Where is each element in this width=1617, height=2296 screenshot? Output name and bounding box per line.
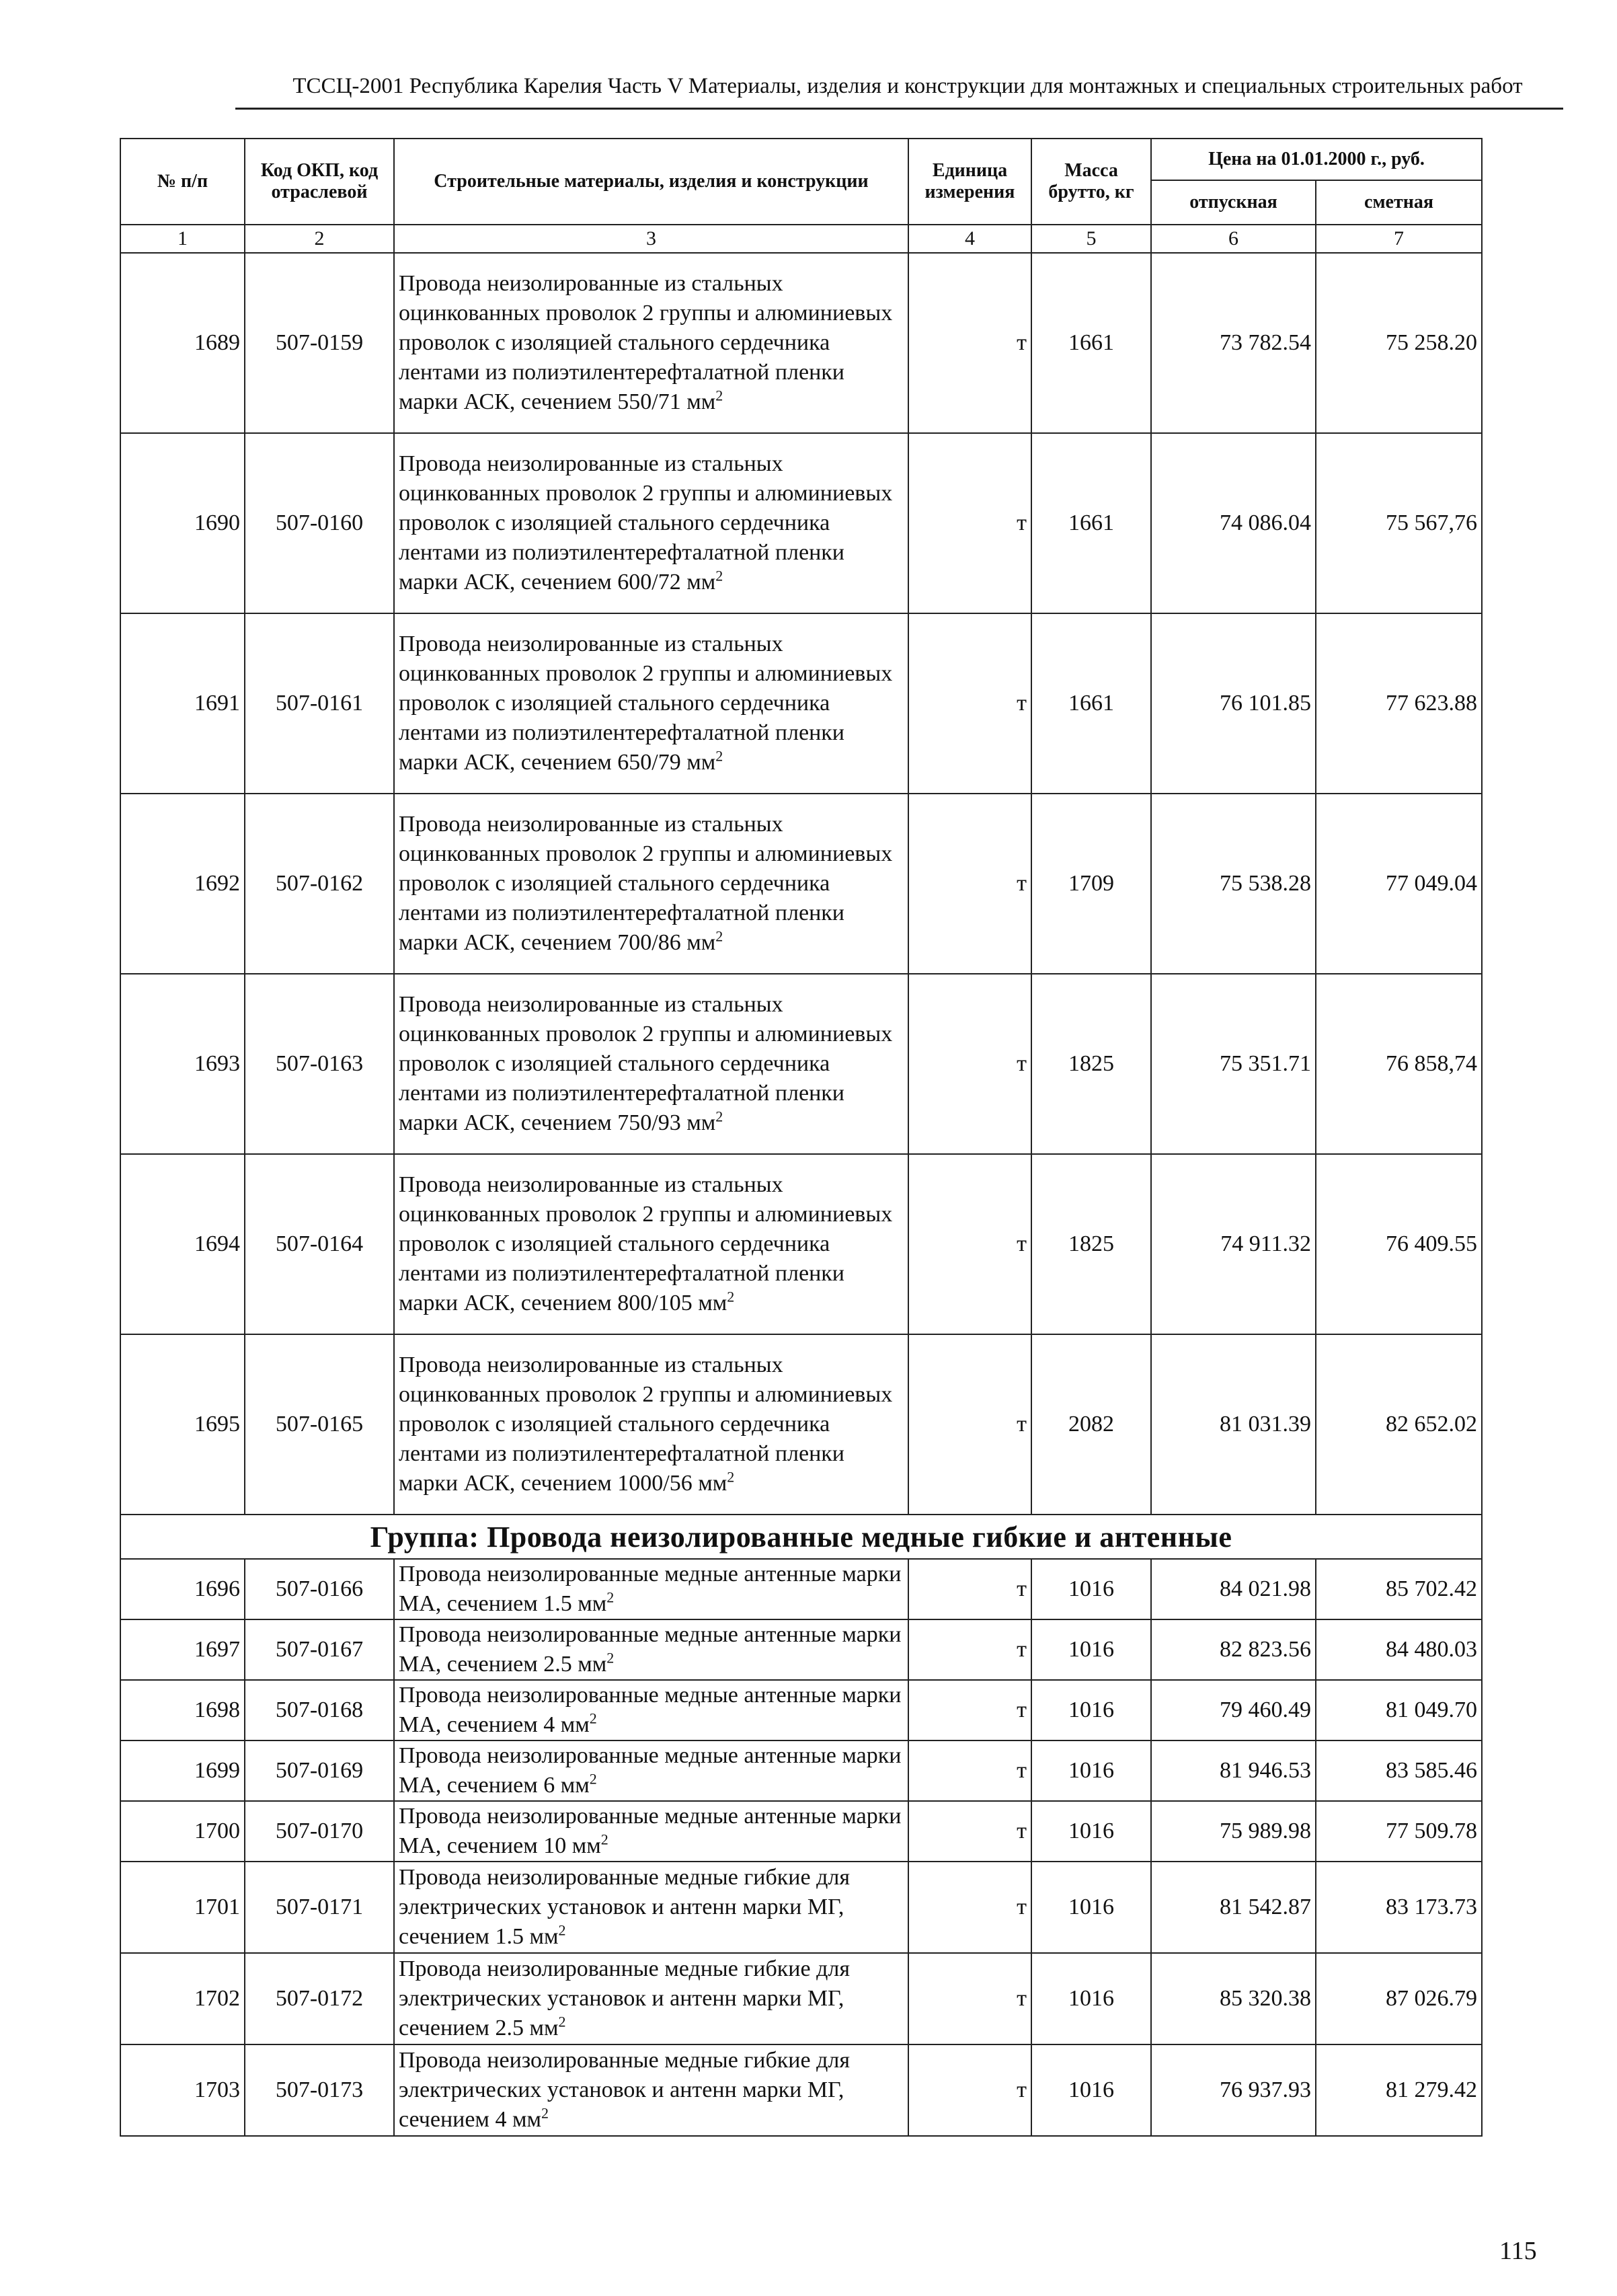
item-description bbox=[394, 794, 908, 974]
superscript: 2 bbox=[715, 747, 723, 765]
table-body bbox=[120, 253, 1482, 2136]
price-table bbox=[120, 138, 1483, 2137]
item-code: 507-0162 bbox=[245, 794, 394, 974]
column-number: 6 bbox=[1151, 225, 1316, 253]
item-code: 507-0169 bbox=[245, 1740, 394, 1801]
item-description bbox=[394, 1559, 908, 1619]
item-description-text: Провода неизолированные медные гибкие для электрических установок и антенн марки МГ, сечением 1.5 мм bbox=[399, 1865, 850, 1949]
superscript: 2 bbox=[727, 1468, 735, 1486]
item-price-release: 75 351.71 bbox=[1151, 974, 1316, 1154]
superscript: 2 bbox=[606, 1589, 615, 1606]
item-price-estimate: 81 049.70 bbox=[1316, 1680, 1482, 1740]
item-mass: 1661 bbox=[1031, 613, 1151, 794]
col-header-price-release: отпускная bbox=[1151, 180, 1316, 225]
item-mass: 1825 bbox=[1031, 1154, 1151, 1334]
item-description-text: Провода неизолированные медные гибкие для электрических установок и антенн марки МГ, сечением 4 мм bbox=[399, 2048, 850, 2132]
item-description-text: Провода неизолированные медные антенные марки МА, сечением 4 мм bbox=[399, 1683, 902, 1737]
item-code: 507-0172 bbox=[245, 1953, 394, 2044]
item-mass: 1016 bbox=[1031, 1619, 1151, 1680]
superscript: 2 bbox=[541, 2104, 549, 2122]
item-price-release: 73 782.54 bbox=[1151, 253, 1316, 433]
table-row bbox=[120, 253, 1482, 433]
page-header: ТССЦ-2001 Республика Карелия Часть V Материалы, изделия и конструкции для монтажных и специальных строительных работ bbox=[292, 74, 1523, 98]
group-row bbox=[120, 1515, 1482, 1559]
item-price-release: 75 538.28 bbox=[1151, 794, 1316, 974]
table-row bbox=[120, 1334, 1482, 1515]
table-row bbox=[120, 1953, 1482, 2044]
table-row bbox=[120, 794, 1482, 974]
item-description-text: Провода неизолированные из стальных оцинкованных проволок 2 группы и алюминиевых проволок с изоляцией стального сердечника лентами из полиэтилентерефталатной пленки марки АСК, сечением 700/86 мм bbox=[399, 812, 893, 955]
item-description bbox=[394, 1740, 908, 1801]
table-row bbox=[120, 1862, 1482, 1953]
header-rule bbox=[235, 108, 1563, 110]
item-number: 1689 bbox=[120, 253, 245, 433]
item-code: 507-0171 bbox=[245, 1862, 394, 1953]
group-title: Группа: Провода неизолированные медные гибкие и антенные bbox=[120, 1515, 1482, 1559]
column-number-row bbox=[120, 225, 1482, 253]
item-price-estimate: 83 585.46 bbox=[1316, 1740, 1482, 1801]
superscript: 2 bbox=[558, 1921, 566, 1939]
item-number: 1701 bbox=[120, 1862, 245, 1953]
item-number: 1693 bbox=[120, 974, 245, 1154]
item-description bbox=[394, 1862, 908, 1953]
item-code: 507-0163 bbox=[245, 974, 394, 1154]
column-number: 5 bbox=[1031, 225, 1151, 253]
item-number: 1699 bbox=[120, 1740, 245, 1801]
superscript: 2 bbox=[589, 1770, 597, 1788]
item-description-text: Провода неизолированные из стальных оцинкованных проволок 2 группы и алюминиевых проволок с изоляцией стального сердечника лентами из полиэтилентерефталатной пленки марки АСК, сечением 600/72 мм bbox=[399, 451, 893, 595]
item-price-estimate: 85 702.42 bbox=[1316, 1559, 1482, 1619]
item-description-text: Провода неизолированные из стальных оцинкованных проволок 2 группы и алюминиевых проволок с изоляцией стального сердечника лентами из полиэтилентерефталатной пленки марки АСК, сечением 550/71 мм bbox=[399, 271, 893, 414]
superscript: 2 bbox=[600, 1831, 608, 1848]
item-unit: т bbox=[908, 1334, 1031, 1515]
superscript: 2 bbox=[715, 1108, 723, 1125]
item-code: 507-0170 bbox=[245, 1801, 394, 1862]
column-number: 2 bbox=[245, 225, 394, 253]
item-mass: 1825 bbox=[1031, 974, 1151, 1154]
item-description-text: Провода неизолированные медные гибкие для электрических установок и антенн марки МГ, сечением 2.5 мм bbox=[399, 1956, 850, 2040]
item-number: 1700 bbox=[120, 1801, 245, 1862]
item-code: 507-0167 bbox=[245, 1619, 394, 1680]
item-price-estimate: 76 858,74 bbox=[1316, 974, 1482, 1154]
item-unit: т bbox=[908, 1680, 1031, 1740]
col-header-mass: Масса брутто, кг bbox=[1031, 139, 1151, 225]
superscript: 2 bbox=[558, 2013, 566, 2030]
item-description bbox=[394, 1619, 908, 1680]
item-description bbox=[394, 974, 908, 1154]
item-unit: т bbox=[908, 1619, 1031, 1680]
item-code: 507-0166 bbox=[245, 1559, 394, 1619]
col-header-unit: Единица измерения bbox=[908, 139, 1031, 225]
item-price-estimate: 75 567,76 bbox=[1316, 433, 1482, 613]
item-code: 507-0161 bbox=[245, 613, 394, 794]
item-code: 507-0173 bbox=[245, 2044, 394, 2136]
table-row bbox=[120, 1801, 1482, 1862]
item-price-release: 75 989.98 bbox=[1151, 1801, 1316, 1862]
item-unit: т bbox=[908, 1559, 1031, 1619]
table-row bbox=[120, 1154, 1482, 1334]
table-row bbox=[120, 613, 1482, 794]
col-header-price-group: Цена на 01.01.2000 г., руб. bbox=[1151, 139, 1482, 180]
item-unit: т bbox=[908, 1154, 1031, 1334]
item-mass: 1661 bbox=[1031, 433, 1151, 613]
column-number: 7 bbox=[1316, 225, 1482, 253]
item-price-release: 79 460.49 bbox=[1151, 1680, 1316, 1740]
column-number: 4 bbox=[908, 225, 1031, 253]
item-price-release: 74 911.32 bbox=[1151, 1154, 1316, 1334]
item-description-text: Провода неизолированные из стальных оцинкованных проволок 2 группы и алюминиевых проволок с изоляцией стального сердечника лентами из полиэтилентерефталатной пленки марки АСК, сечением 650/79 мм bbox=[399, 632, 893, 775]
item-number: 1702 bbox=[120, 1953, 245, 2044]
table-row bbox=[120, 2044, 1482, 2136]
item-description bbox=[394, 1801, 908, 1862]
item-description bbox=[394, 1334, 908, 1515]
item-price-estimate: 77 509.78 bbox=[1316, 1801, 1482, 1862]
superscript: 2 bbox=[715, 387, 723, 404]
table-row bbox=[120, 433, 1482, 613]
item-price-estimate: 83 173.73 bbox=[1316, 1862, 1482, 1953]
item-mass: 1016 bbox=[1031, 1740, 1151, 1801]
item-number: 1691 bbox=[120, 613, 245, 794]
col-header-name: Строительные материалы, изделия и конструкции bbox=[394, 139, 908, 225]
item-description-text: Провода неизолированные медные антенные марки МА, сечением 2.5 мм bbox=[399, 1622, 902, 1677]
item-price-release: 81 946.53 bbox=[1151, 1740, 1316, 1801]
item-number: 1697 bbox=[120, 1619, 245, 1680]
item-price-release: 76 937.93 bbox=[1151, 2044, 1316, 2136]
col-header-price-estimate: сметная bbox=[1316, 180, 1482, 225]
item-code: 507-0160 bbox=[245, 433, 394, 613]
item-number: 1690 bbox=[120, 433, 245, 613]
page-number: 115 bbox=[1499, 2237, 1537, 2265]
item-price-release: 84 021.98 bbox=[1151, 1559, 1316, 1619]
item-unit: т bbox=[908, 1862, 1031, 1953]
item-description-text: Провода неизолированные медные антенные марки МА, сечением 10 мм bbox=[399, 1804, 902, 1858]
item-code: 507-0159 bbox=[245, 253, 394, 433]
item-mass: 1016 bbox=[1031, 2044, 1151, 2136]
item-unit: т bbox=[908, 974, 1031, 1154]
item-mass: 1016 bbox=[1031, 1559, 1151, 1619]
item-price-release: 81 542.87 bbox=[1151, 1862, 1316, 1953]
superscript: 2 bbox=[715, 567, 723, 584]
superscript: 2 bbox=[606, 1649, 615, 1667]
item-description-text: Провода неизолированные из стальных оцинкованных проволок 2 группы и алюминиевых проволок с изоляцией стального сердечника лентами из полиэтилентерефталатной пленки марки АСК, сечением 1000/56 мм bbox=[399, 1352, 893, 1496]
item-mass: 2082 bbox=[1031, 1334, 1151, 1515]
item-unit: т bbox=[908, 2044, 1031, 2136]
item-number: 1695 bbox=[120, 1334, 245, 1515]
table-row bbox=[120, 1619, 1482, 1680]
table-row bbox=[120, 1680, 1482, 1740]
item-number: 1703 bbox=[120, 2044, 245, 2136]
item-unit: т bbox=[908, 1740, 1031, 1801]
item-description bbox=[394, 1680, 908, 1740]
superscript: 2 bbox=[727, 1288, 735, 1305]
item-description-text: Провода неизолированные из стальных оцинкованных проволок 2 группы и алюминиевых проволок с изоляцией стального сердечника лентами из полиэтилентерефталатной пленки марки АСК, сечением 750/93 мм bbox=[399, 992, 893, 1135]
item-price-estimate: 75 258.20 bbox=[1316, 253, 1482, 433]
item-price-release: 76 101.85 bbox=[1151, 613, 1316, 794]
item-mass: 1016 bbox=[1031, 1801, 1151, 1862]
item-price-release: 85 320.38 bbox=[1151, 1953, 1316, 2044]
table-row bbox=[120, 1559, 1482, 1619]
item-unit: т bbox=[908, 1801, 1031, 1862]
item-unit: т bbox=[908, 613, 1031, 794]
item-code: 507-0164 bbox=[245, 1154, 394, 1334]
item-description bbox=[394, 253, 908, 433]
item-description bbox=[394, 2044, 908, 2136]
item-price-estimate: 77 623.88 bbox=[1316, 613, 1482, 794]
item-description-text: Провода неизолированные из стальных оцинкованных проволок 2 группы и алюминиевых проволок с изоляцией стального сердечника лентами из полиэтилентерефталатной пленки марки АСК, сечением 800/105 мм bbox=[399, 1172, 893, 1315]
item-number: 1696 bbox=[120, 1559, 245, 1619]
item-number: 1698 bbox=[120, 1680, 245, 1740]
item-code: 507-0165 bbox=[245, 1334, 394, 1515]
item-price-estimate: 87 026.79 bbox=[1316, 1953, 1482, 2044]
item-description bbox=[394, 433, 908, 613]
col-header-code: Код ОКП, код отраслевой bbox=[245, 139, 394, 225]
table-header bbox=[120, 139, 1482, 253]
item-unit: т bbox=[908, 253, 1031, 433]
item-number: 1692 bbox=[120, 794, 245, 974]
item-description-text: Провода неизолированные медные антенные марки МА, сечением 1.5 мм bbox=[399, 1562, 902, 1616]
item-mass: 1016 bbox=[1031, 1953, 1151, 2044]
item-description-text: Провода неизолированные медные антенные марки МА, сечением 6 мм bbox=[399, 1743, 902, 1798]
item-price-release: 74 086.04 bbox=[1151, 433, 1316, 613]
item-mass: 1016 bbox=[1031, 1862, 1151, 1953]
item-number: 1694 bbox=[120, 1154, 245, 1334]
item-code: 507-0168 bbox=[245, 1680, 394, 1740]
item-mass: 1661 bbox=[1031, 253, 1151, 433]
item-unit: т bbox=[908, 433, 1031, 613]
column-number: 1 bbox=[120, 225, 245, 253]
item-price-estimate: 77 049.04 bbox=[1316, 794, 1482, 974]
item-price-estimate: 81 279.42 bbox=[1316, 2044, 1482, 2136]
item-description bbox=[394, 613, 908, 794]
item-unit: т bbox=[908, 1953, 1031, 2044]
table-row bbox=[120, 1740, 1482, 1801]
item-description bbox=[394, 1154, 908, 1334]
column-number: 3 bbox=[394, 225, 908, 253]
item-price-estimate: 76 409.55 bbox=[1316, 1154, 1482, 1334]
item-price-estimate: 84 480.03 bbox=[1316, 1619, 1482, 1680]
item-unit: т bbox=[908, 794, 1031, 974]
item-price-release: 81 031.39 bbox=[1151, 1334, 1316, 1515]
item-mass: 1709 bbox=[1031, 794, 1151, 974]
superscript: 2 bbox=[589, 1710, 597, 1727]
item-mass: 1016 bbox=[1031, 1680, 1151, 1740]
table-row bbox=[120, 974, 1482, 1154]
item-price-release: 82 823.56 bbox=[1151, 1619, 1316, 1680]
col-header-num: № п/п bbox=[120, 139, 245, 225]
item-description bbox=[394, 1953, 908, 2044]
item-price-estimate: 82 652.02 bbox=[1316, 1334, 1482, 1515]
superscript: 2 bbox=[715, 927, 723, 945]
